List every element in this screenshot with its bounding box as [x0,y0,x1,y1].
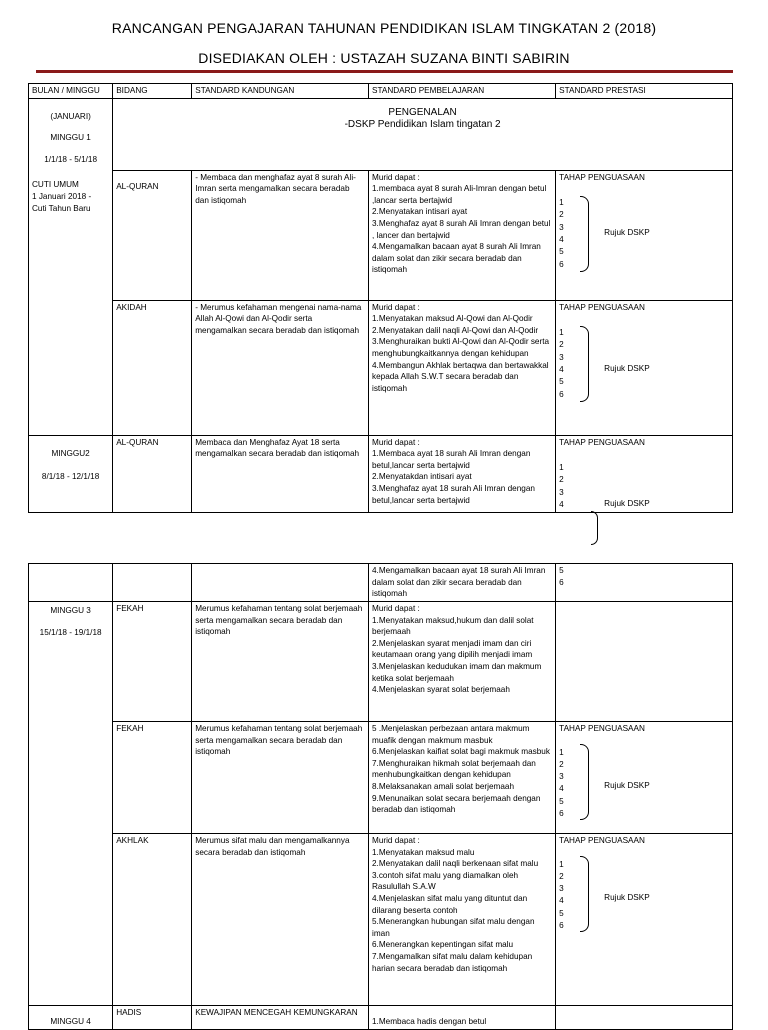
level-item: 5 [559,796,564,806]
brace-shape [591,511,598,545]
col-header: BULAN / MINGGU [29,84,113,99]
pembelajaran-line: 6.Menerangkan kepentingan sifat malu [372,940,514,950]
prestasi-cell [556,435,733,513]
level-item: 2 [559,210,564,220]
empty-cell [113,564,192,602]
holiday-date: 1 Januari 2018 - [32,191,92,201]
level-item: 3 [559,772,564,782]
level-item: 6 [559,389,564,399]
level-item: 1 [559,198,564,208]
table-row [29,602,733,722]
level-item: 6 [559,921,564,931]
plan-table-1 [28,83,733,513]
brace-shape [580,326,589,402]
month-label: (JANUARI) [50,111,91,121]
table-row [29,1006,733,1030]
document-title: RANCANGAN PENGAJARAN TAHUNAN PENDIDIKAN ISLAM TINGKATAN 2 (2018) [111,20,657,36]
rujuk-dskp: Rujuk DSKP [604,363,650,373]
kandungan-cell: Membaca dan Menghafaz Ayat 18 serta mengamalkan secara beradab dan istiqomah [192,435,369,513]
col-header: BIDANG [113,84,192,99]
prestasi-cell [556,722,733,834]
pembelajaran-cell [369,834,556,1006]
table-row [29,300,733,435]
level-item: 4 [559,365,564,375]
pembelajaran-line: 3.Menghafaz ayat 8 surah Ali Imran dengan betul , lancer dan bertajwid [372,218,551,240]
week-dates: 8/1/18 - 12/1/18 [41,472,100,482]
kandungan-cell: Merumus sifat malu dan mengamalkannya secara beradab dan istiqomah [192,834,369,1006]
pembelajaran-line: 1.Membaca hadis dengan betul [372,1017,487,1026]
col-header: STANDARD PEMBELAJARAN [369,84,556,99]
table-row [29,722,733,834]
intro-subtitle: -DSKP Pendidikan Islam tingatan 2 [344,118,501,130]
level-item: 5 [559,566,564,575]
level-item: 1 [559,859,564,869]
rujuk-dskp: Rujuk DSKP [604,893,650,902]
tahap-label: TAHAP PENGUASAAN [559,172,645,182]
pembelajaran-line: 3.Menjelaskan kedudukan imam dan makmum ketika solat berjemaah [372,661,542,683]
level-item: 4 [559,500,564,510]
tahap-label: TAHAP PENGUASAAN [559,836,645,845]
table-row [29,564,733,602]
bidang-cell: AKHLAK [113,834,192,1006]
week2-cell [29,435,113,513]
intro-title: PENGENALAN [388,106,457,118]
table-row [29,170,733,300]
week-label: MINGGU 4 [50,1017,91,1026]
intro-cell [113,98,733,170]
level-item: 6 [559,809,564,819]
kandungan-cell: KEWAJIPAN MENCEGAH KEMUNGKARAN [192,1006,369,1030]
plan-table-2 [28,563,733,1030]
empty-cell [29,564,113,602]
week1-cell [29,98,113,435]
rujuk-dskp: Rujuk DSKP [604,498,650,508]
pembelajaran-line: 1.Membaca ayat 18 surah Ali Imran dengan betul,lancar serta bertajwid [372,449,531,470]
pembelajaran-line: Murid dapat : [372,172,420,182]
pembelajaran-line: Murid dapat : [372,836,420,845]
kandungan-cell: - Merumus kefahaman mengenai nama-nama Allah Al-Qowi dan Al-Qodir serta mengamalkan secara beradab dan istiqomah [192,300,369,435]
pembelajaran-line: 1.Menyatakan maksud,hukum dan dalil solat berjemaah [372,615,534,637]
tahap-label: TAHAP PENGUASAAN [559,437,645,447]
pembelajaran-line: 2.Menjelaskan syarat menjadi imam dan ciri keutamaan orang yang dipilih menjadi imam [372,638,533,660]
kandungan-cell: Merumus kefahaman tentang solat berjemaah serta mengamalkan secara beradab dan istiqomah [192,722,369,834]
empty-cell [556,602,733,722]
pembelajaran-line: Murid dapat : [372,604,420,613]
pembelajaran-cell: 4.Mengamalkan bacaan ayat 18 surah Ali Imran dalam solat dan zikir secara beradab dan istiqomah [369,564,556,602]
level-item: 2 [559,871,564,881]
bidang-cell: FEKAH [113,602,192,722]
pembelajaran-cell [369,300,556,435]
bidang-cell: AL-QURAN [113,435,192,513]
pembelajaran-line: 4.Membangun Akhlak bertaqwa dan bertawakkal kepada Allah S.W.T secara beradab dan istiqomah [372,360,549,393]
level-item: 5 [559,247,564,257]
tahap-label: TAHAP PENGUASAAN [559,724,645,733]
empty-cell [556,1006,733,1030]
holiday-name: Cuti Tahun Baru [32,203,91,213]
week4-cell [29,1006,113,1030]
pembelajaran-line: 7.Menghuraikan hikmah solat berjemaah dan menhubungkaitkan dengan kehidupan [372,758,536,780]
bidang-cell: AKIDAH [113,300,192,435]
pembelajaran-line: 3.contoh sifat malu yang diamalkan oleh Rasulullah S.A.W [372,870,519,892]
pembelajaran-line: 3.Menghafaz ayat 18 surah Ali Imran dengan betul,lancar serta bertajwid [372,483,535,505]
pembelajaran-line: 2.Menyatakan dalil naqli berkenaan sifat malu [372,859,539,869]
pembelajaran-line: 2.Menyatakdan intisari ayat [372,472,472,482]
level-item: 5 [559,377,564,387]
brace-shape [580,744,589,820]
week3-cell [29,602,113,1006]
level-item: 1 [559,747,564,757]
level-item: 3 [559,487,564,497]
pembelajaran-line: 4.Menjelaskan sifat malu yang dituntut dan dilarang beserta contoh [372,893,528,915]
kandungan-cell: - Membaca dan menghafaz ayat 8 surah Ali-Imran serta mengamalkan secara beradab dan istiqomah [192,170,369,300]
col-header: STANDARD KANDUNGAN [192,84,369,99]
empty-cell [192,564,369,602]
prestasi-cell [556,170,733,300]
pembelajaran-cell [369,435,556,513]
level-item: 6 [559,577,564,587]
week-label: MINGGU2 [51,448,90,458]
pembelajaran-line: Murid dapat : [372,302,420,312]
level-item: 3 [559,222,564,232]
level-item: 2 [559,340,564,350]
header-row [29,84,733,99]
week-dates: 15/1/18 - 19/1/18 [39,627,102,637]
col-header: STANDARD PRESTASI [556,84,733,99]
pembelajaran-line: 8.Melaksanakan amali solat berjemaah [372,781,514,791]
table-row [29,98,733,170]
pembelajaran-line: 4.Mengamalkan bacaan ayat 8 surah Ali Imran dalam solat dan zikir secara beradab dan istiqomah [372,242,541,275]
week-dates: 1/1/18 - 5/1/18 [44,154,98,164]
prestasi-cell [556,564,733,602]
pembelajaran-line: 3.Menghuraikan bukti Al-Qowi dan Al-Qodir serta menghubungkaitkannya dengan kehidupan [372,337,550,358]
pembelajaran-line: 5.Menerangkan hubungan sifat malu dengan iman [372,917,535,938]
pembelajaran-line: 9.Menunaikan solat secara berjemaah dengan beradab dan istiqomah [372,793,541,815]
bidang-cell: FEKAH [113,722,192,834]
pembelajaran-line: 1.Menyatakan maksud Al-Qowi dan Al-Qodir [372,314,533,324]
level-item: 4 [559,896,564,906]
title-divider [36,70,733,73]
holiday-label: CUTI UMUM [32,180,79,190]
bidang-cell: HADIS [113,1006,192,1030]
level-item: 4 [559,235,564,245]
tahap-label: TAHAP PENGUASAAN [559,302,645,312]
bidang-cell: AL-QURAN [113,170,192,300]
brace-shape [580,856,589,932]
pembelajaran-cell [369,1006,556,1030]
pembelajaran-line: Murid dapat : [372,437,420,447]
pembelajaran-line: 5 .Menjelaskan perbezaan antara makmum muafik dengan makmum masbuk [372,724,530,745]
table-row [29,834,733,1006]
pembelajaran-line: 7.Mengamalkan sifat malu dalam kehidupan harian secara beradab dan istiqomah [372,951,533,973]
pembelajaran-line: 1.membaca ayat 8 surah Ali-Imran dengan betul ,lancar serta bertajwid [372,184,547,205]
level-item: 6 [559,259,564,269]
level-item: 4 [559,784,564,794]
week-label: MINGGU 3 [50,606,91,615]
rujuk-dskp: Rujuk DSKP [604,227,650,237]
prestasi-cell [556,834,733,1006]
kandungan-cell: Merumus kefahaman tentang solat berjemaah serta mengamalkan secara beradab dan istiqomah [192,602,369,722]
pembelajaran-line: 6.Menjelaskan kaifiat solat bagi makmuk masbuk [372,747,550,757]
pembelajaran-line: 1.Menyatakan maksud malu [372,847,475,857]
pembelajaran-line: 2.Menyatakan dalil naqli Al-Qowi dan Al-Qodir [372,325,539,335]
table-row [29,435,733,513]
prestasi-cell [556,300,733,435]
prepared-by: DISEDIAKAN OLEH : USTAZAH SUZANA BINTI SABIRIN [198,50,570,66]
level-item: 3 [559,352,564,362]
pembelajaran-cell [369,602,556,722]
level-item: 2 [559,759,564,769]
level-item: 1 [559,463,564,473]
pembelajaran-cell [369,722,556,834]
pembelajaran-line: 4.Menjelaskan syarat solat berjemaah [372,685,510,695]
level-item: 1 [559,328,564,338]
pembelajaran-cell [369,170,556,300]
level-item: 2 [559,475,564,485]
brace-shape [580,196,589,272]
week-label: MINGGU 1 [50,133,91,143]
level-item: 3 [559,884,564,894]
rujuk-dskp: Rujuk DSKP [604,781,650,790]
level-item: 5 [559,908,564,918]
pembelajaran-line: 2.Menyatakan intisari ayat [372,207,468,217]
